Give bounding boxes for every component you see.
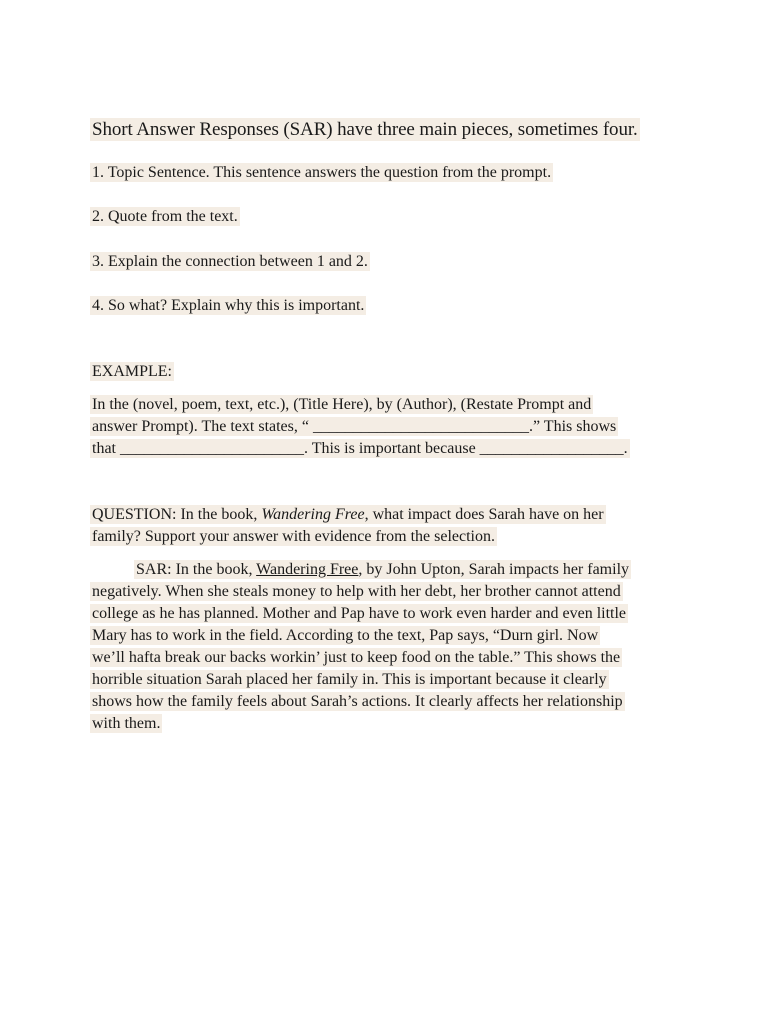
sar-line-text: shows how the family feels about Sarah’s actions. It clearly affects her relationship (92, 693, 623, 710)
sar-answer-block (90, 559, 690, 735)
sar-line (90, 691, 690, 713)
title-text: Short Answer Responses (SAR) have three main pieces, sometimes four. (92, 119, 638, 140)
step-4 (90, 297, 366, 315)
step-text: 2. Quote from the text. (92, 208, 238, 225)
sar-line-text: negatively. When she steals money to help with her debt, her brother cannot attend (92, 583, 621, 600)
question-block (90, 504, 690, 548)
question-line-text: family? Support your answer with evidence from the selection. (92, 528, 495, 545)
step-text: 4. So what? Explain why this is important. (92, 297, 365, 314)
question-suffix: , what impact does Sarah have on her (364, 506, 604, 523)
sar-suffix: , by John Upton, Sarah impacts her family (358, 561, 630, 578)
step-3 (90, 253, 370, 271)
example-line (90, 438, 690, 460)
step-text: 3. Explain the connection between 1 and 2. (92, 253, 368, 270)
sar-line-text (134, 560, 631, 579)
sar-line (90, 625, 690, 647)
sar-line-text: college as he has planned. Mother and Pap have to work even harder and even little (92, 605, 627, 622)
page-title (90, 119, 640, 141)
example-line (90, 416, 690, 438)
example-heading (90, 363, 174, 381)
step-2 (90, 208, 240, 226)
example-line-text: answer Prompt). The text states, “ ___________________________.” This shows (92, 418, 617, 435)
example-heading-text: EXAMPLE: (92, 363, 172, 380)
sar-line-text: with them. (92, 715, 161, 732)
sar-line-text: horrible situation Sarah placed her family in. This is important because it clearly (92, 671, 607, 688)
sar-book-title: Wandering Free (256, 561, 359, 578)
sar-line (90, 713, 690, 735)
step-1 (90, 164, 553, 182)
example-template (90, 394, 690, 460)
example-line (90, 394, 690, 416)
question-line (90, 526, 690, 548)
sar-line (90, 603, 690, 625)
question-prefix: QUESTION: In the book, (92, 506, 262, 523)
example-line-text: In the (novel, poem, text, etc.), (Title Here), by (Author), (Restate Prompt and (92, 396, 592, 413)
sar-line (90, 647, 690, 669)
example-line-text: that _______________________. This is important because __________________. (92, 440, 628, 457)
step-text: 1. Topic Sentence. This sentence answers the question from the prompt. (92, 164, 552, 181)
sar-line-text: we’ll hafta break our backs workin’ just to keep food on the table.” This shows the (92, 649, 621, 666)
sar-line-text: Mary has to work in the field. According to the text, Pap says, “Durn girl. Now (92, 627, 599, 644)
question-line (90, 504, 690, 526)
question-book-title: Wandering Free (261, 506, 365, 523)
sar-prefix: SAR: In the book, (136, 561, 257, 578)
sar-line (90, 669, 690, 691)
sar-line (90, 581, 690, 603)
question-line-text (90, 505, 606, 524)
sar-line (90, 559, 690, 581)
